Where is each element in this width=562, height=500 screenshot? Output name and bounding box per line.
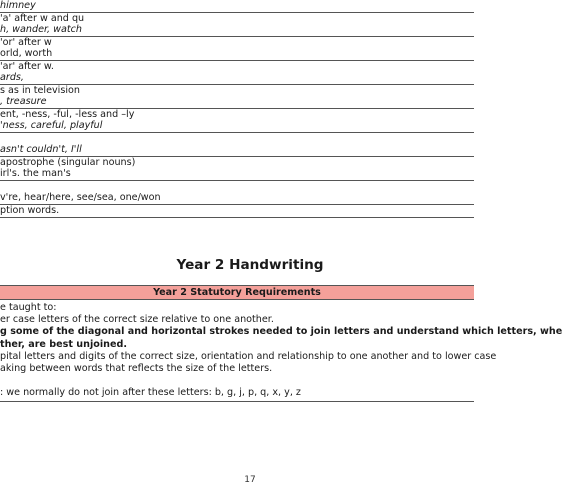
table-row	[0, 181, 474, 205]
table-row	[0, 85, 474, 109]
spelling-table	[0, 0, 474, 218]
requirement-line: aking between words that reflects the size of the letters.	[0, 363, 273, 375]
requirement-line: pital letters and digits of the correct size, orientation and relationship to one another and to lower case	[0, 350, 497, 362]
row-text: ption words.	[0, 205, 60, 216]
requirement-line	[0, 375, 474, 387]
row-text: 'or' after w	[0, 37, 52, 48]
row-text: 'a' after w and qu	[0, 13, 85, 24]
page-number: 17	[244, 475, 256, 485]
table-row	[0, 205, 474, 218]
section-heading: Year 2 Handwriting	[176, 257, 324, 273]
row-text	[0, 181, 474, 192]
requirement-line: er case letters of the correct size relative to one another.	[0, 314, 274, 326]
row-text: asn't couldn't, I'll	[0, 144, 82, 155]
table-row	[0, 13, 474, 37]
row-text: , treasure	[0, 96, 47, 107]
requirements-table	[0, 285, 562, 402]
table-row	[0, 61, 474, 85]
requirements-header: Year 2 Statutory Requirements	[0, 285, 474, 300]
row-text: irl's. the man's	[0, 168, 71, 179]
table-row	[0, 157, 474, 181]
requirement-line: g some of the diagonal and horizontal strokes needed to join letters and understand which letters, whe	[0, 326, 562, 338]
row-text: ent, -ness, -ful, -less and –ly	[0, 109, 135, 120]
row-text: himney	[0, 0, 36, 11]
row-text: v're, hear/here, see/sea, one/won	[0, 192, 161, 203]
row-text: s as in television	[0, 85, 80, 96]
row-text: 'ness, careful, playful	[0, 120, 103, 131]
requirements-body	[0, 300, 562, 402]
requirement-line: : we normally do not join after these letters: b, g, j, p, q, x, y, z	[0, 387, 301, 399]
row-text: apostrophe (singular nouns)	[0, 157, 136, 168]
row-text	[0, 133, 474, 144]
requirement-line: e taught to:	[0, 302, 57, 313]
row-text: orld, worth	[0, 48, 53, 59]
table-row	[0, 133, 474, 157]
row-text: ards,	[0, 72, 24, 83]
requirement-line: ther, are best unjoined.	[0, 338, 127, 350]
table-row	[0, 109, 474, 133]
table-row	[0, 37, 474, 61]
table-row	[0, 0, 474, 13]
row-text: 'ar' after w.	[0, 61, 54, 72]
row-text: h, wander, watch	[0, 24, 82, 35]
